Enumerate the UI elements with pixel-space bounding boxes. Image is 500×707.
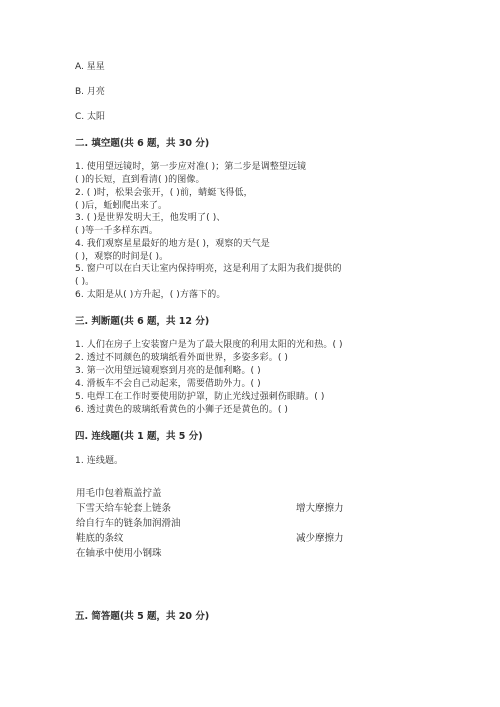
fill-in-line: 6. 太阳是从( )方升起，( )方落下的。: [75, 290, 226, 300]
matching-left-item: 在轴承中使用小钢珠: [76, 548, 162, 559]
option-a: A. 星星: [75, 62, 105, 72]
fill-in-line: ( )，观察的时间是( )。: [75, 252, 169, 262]
judgment-line: 1. 人们在房子上安装窗户是为了最大限度的利用太阳的光和热。( ): [75, 340, 343, 350]
judgment-line: 5. 电焊工在工作时要使用防护罩，防止光线过强刺伤眼睛。( ): [75, 392, 325, 402]
fill-in-line: 1. 使用望远镜时，第一步应对准( )；第二步是调整望远镜: [75, 162, 307, 172]
section-heading-judgment: 三. 判断题(共 6 题，共 12 分): [75, 316, 210, 327]
matching-left-item: 鞋底的条纹: [76, 533, 124, 544]
fill-in-line: 2. ( )时，松果会张开，( )前，蜻蜓飞得低，: [75, 188, 253, 198]
fill-in-line: 4. 我们观察星星最好的地方是( )，观察的天气是: [75, 239, 270, 249]
matching-left-item: 用毛巾包着瓶盖拧盖: [76, 488, 162, 499]
judgment-line: 3. 第一次用望远镜观察到月亮的是伽利略。( ): [75, 366, 261, 376]
judgment-line: 4. 滑板车不会自己动起来，需要借助外力。( ): [75, 379, 261, 389]
option-b: B. 月亮: [75, 87, 105, 97]
fill-in-line: ( )等一千多样东西。: [75, 226, 158, 236]
fill-in-line: 3. ( )是世界发明大王，他发明了( )、: [75, 213, 226, 223]
fill-in-line: ( )的长短，直到看清( )的图像。: [75, 175, 205, 185]
judgment-line: 2. 透过不同颜色的玻璃纸看外面世界，多姿多彩。( ): [75, 353, 289, 363]
fill-in-line: ( )后，蚯蚓爬出来了。: [75, 201, 168, 211]
option-c: C. 太阳: [75, 112, 106, 122]
fill-in-line: ( )。: [75, 277, 95, 287]
matching-right-item: 减少摩擦力: [296, 533, 344, 544]
matching-left-item: 给自行车的链条加润滑油: [76, 518, 181, 529]
section-heading-matching: 四. 连线题(共 1 题，共 5 分): [75, 431, 203, 442]
judgment-line: 6. 透过黄色的玻璃纸看黄色的小狮子还是黄色的。( ): [75, 405, 289, 415]
matching-left-item: 下雪天给车轮套上链条: [76, 503, 172, 514]
matching-right-item: 增大摩擦力: [296, 503, 344, 514]
section-heading-fill-in: 二. 填空题(共 6 题，共 30 分): [75, 138, 210, 149]
fill-in-line: 5. 窗户可以在白天让室内保持明亮，这是利用了太阳为我们提供的: [75, 264, 342, 274]
section-heading-short-answer: 五. 简答题(共 5 题，共 20 分): [75, 611, 210, 622]
matching-instruction: 1. 连线题。: [75, 456, 124, 466]
